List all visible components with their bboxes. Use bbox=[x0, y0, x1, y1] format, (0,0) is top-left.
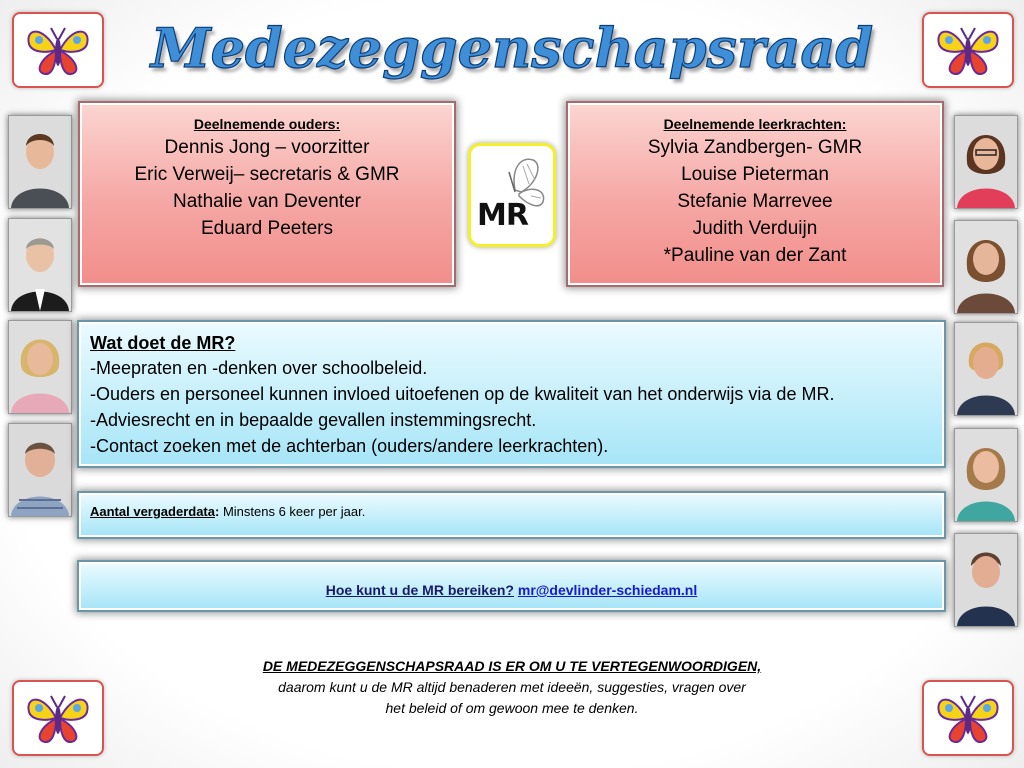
person-photo bbox=[954, 322, 1018, 416]
person-photo bbox=[954, 428, 1018, 522]
what-line: -Ouders en personeel kunnen invloed uitoefenen op de kwaliteit van het onderwijs via de MR. bbox=[90, 384, 835, 404]
teachers-member: Sylvia Zandbergen- GMR bbox=[647, 137, 863, 158]
mr-butterfly-logo bbox=[468, 143, 556, 247]
teachers-member: Judith Verduijn bbox=[692, 218, 818, 239]
person-photo bbox=[954, 220, 1018, 314]
person-photo bbox=[8, 320, 72, 414]
butterfly-icon bbox=[922, 12, 1014, 88]
teachers-panel bbox=[568, 103, 942, 285]
meetings-value: Minstens 6 keer per jaar. bbox=[219, 504, 366, 519]
teachers-member: *Pauline van der Zant bbox=[663, 245, 847, 266]
what-line: -Adviesrecht en in bepaalde gevallen instemmingsrecht. bbox=[90, 410, 537, 430]
parents-member: Nathalie van Deventer bbox=[173, 191, 361, 212]
parents-member: Eric Verweij– secretaris & GMR bbox=[134, 164, 400, 185]
butterfly-icon bbox=[12, 12, 104, 88]
what-panel bbox=[79, 322, 944, 466]
person-photo bbox=[8, 423, 72, 517]
meetings-separator: : bbox=[215, 504, 220, 519]
logo-text: MR bbox=[477, 198, 528, 233]
footer-text bbox=[200, 656, 824, 719]
contact-panel bbox=[79, 562, 944, 610]
meetings-panel bbox=[79, 493, 944, 537]
what-title: Wat doet de MR? bbox=[90, 333, 236, 353]
footer-line-1: DE MEDEZEGGENSCHAPSRAAD IS ER OM U TE VERTEGENWOORDIGEN, bbox=[262, 658, 762, 674]
teachers-member: Louise Pieterman bbox=[681, 164, 829, 185]
page-title: Medezeggenschapsraad bbox=[150, 16, 874, 80]
butterfly-icon bbox=[12, 680, 104, 756]
what-line: -Meepraten en -denken over schoolbeleid. bbox=[90, 358, 428, 378]
footer-line-2: daarom kunt u de MR altijd benaderen met ideeën, suggesties, vragen over bbox=[278, 679, 746, 695]
butterfly-icon bbox=[922, 680, 1014, 756]
contact-email-link[interactable]: mr@devlinder-schiedam.nl bbox=[517, 582, 698, 598]
contact-label: Hoe kunt u de MR bereiken? bbox=[325, 582, 514, 598]
person-photo bbox=[954, 115, 1018, 209]
person-photo bbox=[8, 115, 72, 209]
meetings-label: Aantal vergaderdata bbox=[90, 504, 215, 519]
person-photo bbox=[954, 533, 1018, 627]
parents-header: Deelnemende ouders: bbox=[193, 116, 341, 132]
teachers-header: Deelnemende leerkrachten: bbox=[663, 116, 847, 132]
what-line: -Contact zoeken met de achterban (ouders/andere leerkrachten). bbox=[90, 436, 609, 456]
parents-member: Dennis Jong – voorzitter bbox=[164, 137, 370, 158]
parents-member: Eduard Peeters bbox=[200, 218, 334, 239]
person-photo bbox=[8, 218, 72, 312]
footer-line-3: het beleid of om gewoon mee te denken. bbox=[385, 700, 639, 716]
teachers-member: Stefanie Marrevee bbox=[677, 191, 833, 212]
parents-panel bbox=[80, 103, 454, 285]
